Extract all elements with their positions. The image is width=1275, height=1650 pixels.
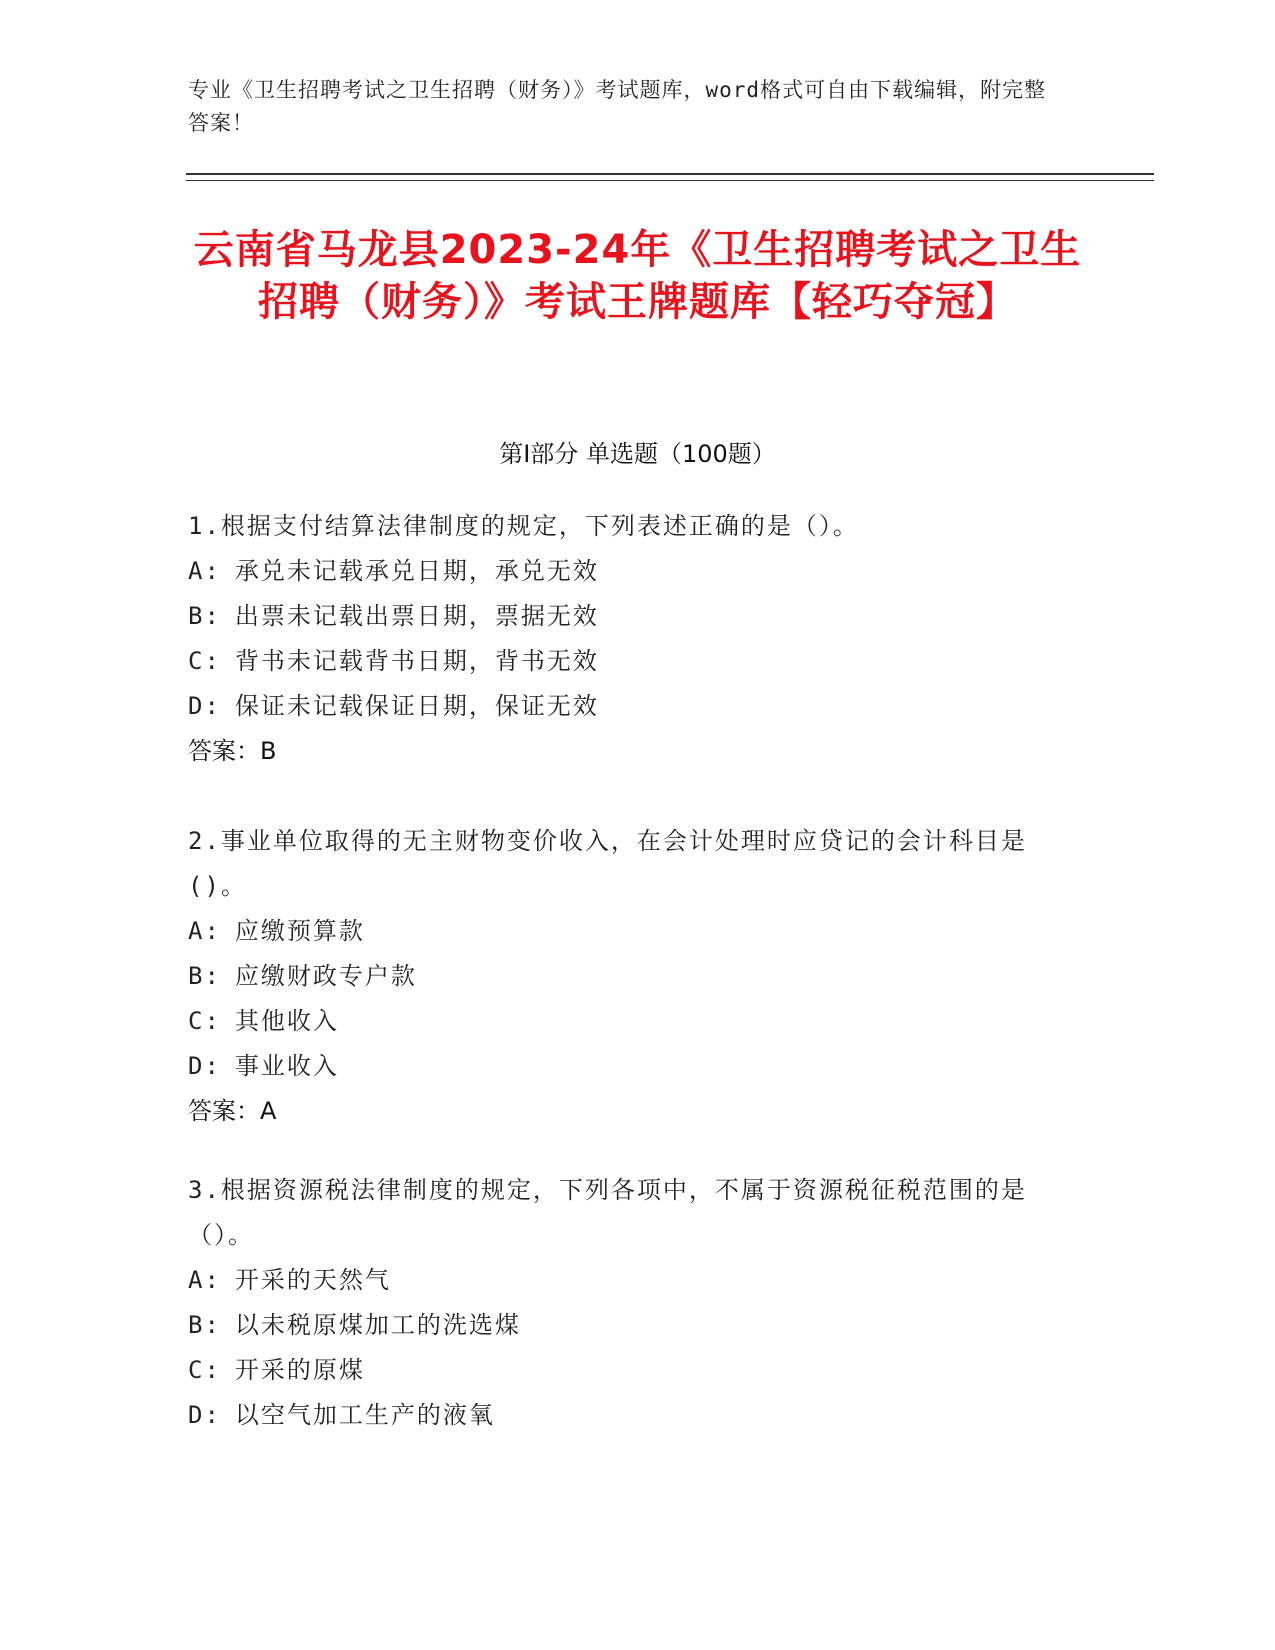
header-divider-thin bbox=[186, 180, 1154, 181]
option-letter: B: bbox=[188, 1311, 221, 1339]
option-letter: D: bbox=[188, 1052, 221, 1080]
question-text: 2.事业单位取得的无主财物变价收入，在会计处理时应贷记的会计科目是()。 bbox=[188, 827, 1027, 900]
option-text: 承兑未记载承兑日期，承兑无效 bbox=[234, 557, 599, 585]
question-text: 1.根据支付结算法律制度的规定，下列表述正确的是（）。 bbox=[188, 512, 859, 540]
question-2 bbox=[188, 819, 1068, 1134]
option-text: 事业收入 bbox=[234, 1052, 339, 1080]
option-d bbox=[188, 1044, 1068, 1089]
question-3 bbox=[188, 1168, 1068, 1438]
option-letter: A: bbox=[188, 917, 221, 945]
option-letter: A: bbox=[188, 1266, 221, 1294]
option-text: 开采的原煤 bbox=[234, 1356, 365, 1384]
option-b bbox=[188, 954, 1068, 999]
option-c bbox=[188, 639, 1068, 684]
option-text: 背书未记载背书日期，背书无效 bbox=[234, 647, 599, 675]
option-b bbox=[188, 594, 1068, 639]
header-note: 专业《卫生招聘考试之卫生招聘（财务）》考试题库，word格式可自由下载编辑，附完整答案！ bbox=[188, 78, 1047, 135]
option-text: 应缴预算款 bbox=[234, 917, 365, 945]
question-text: 3.根据资源税法律制度的规定，下列各项中，不属于资源税征税范围的是（）。 bbox=[188, 1176, 1027, 1249]
option-a bbox=[188, 1258, 1068, 1303]
option-letter: B: bbox=[188, 962, 221, 990]
option-text: 以空气加工生产的液氧 bbox=[234, 1401, 495, 1429]
option-letter: C: bbox=[188, 647, 221, 675]
answer-line: 答案：A bbox=[188, 1097, 277, 1125]
option-b bbox=[188, 1303, 1068, 1348]
answer-line: 答案：B bbox=[188, 737, 277, 765]
option-letter: C: bbox=[188, 1007, 221, 1035]
option-text: 以未税原煤加工的洗选煤 bbox=[234, 1311, 521, 1339]
option-letter: D: bbox=[188, 1401, 221, 1429]
option-text: 应缴财政专户款 bbox=[234, 962, 417, 990]
option-text: 开采的天然气 bbox=[234, 1266, 391, 1294]
option-d bbox=[188, 684, 1068, 729]
question-1 bbox=[188, 504, 1068, 774]
section-heading: 第Ⅰ部分 单选题（100题） bbox=[499, 440, 776, 468]
option-c bbox=[188, 999, 1068, 1044]
option-letter: A: bbox=[188, 557, 221, 585]
header-divider-thick bbox=[186, 173, 1154, 175]
option-c bbox=[188, 1348, 1068, 1393]
option-d bbox=[188, 1393, 1068, 1438]
document-title: 云南省马龙县2023-24年《卫生招聘考试之卫生招聘（财务）》考试王牌题库【轻巧夺冠】 bbox=[193, 227, 1082, 325]
option-a bbox=[188, 549, 1068, 594]
option-letter: B: bbox=[188, 602, 221, 630]
option-letter: C: bbox=[188, 1356, 221, 1384]
option-text: 保证未记载保证日期，保证无效 bbox=[234, 692, 599, 720]
option-text: 其他收入 bbox=[234, 1007, 339, 1035]
option-letter: D: bbox=[188, 692, 221, 720]
option-a bbox=[188, 909, 1068, 954]
option-text: 出票未记载出票日期，票据无效 bbox=[234, 602, 599, 630]
